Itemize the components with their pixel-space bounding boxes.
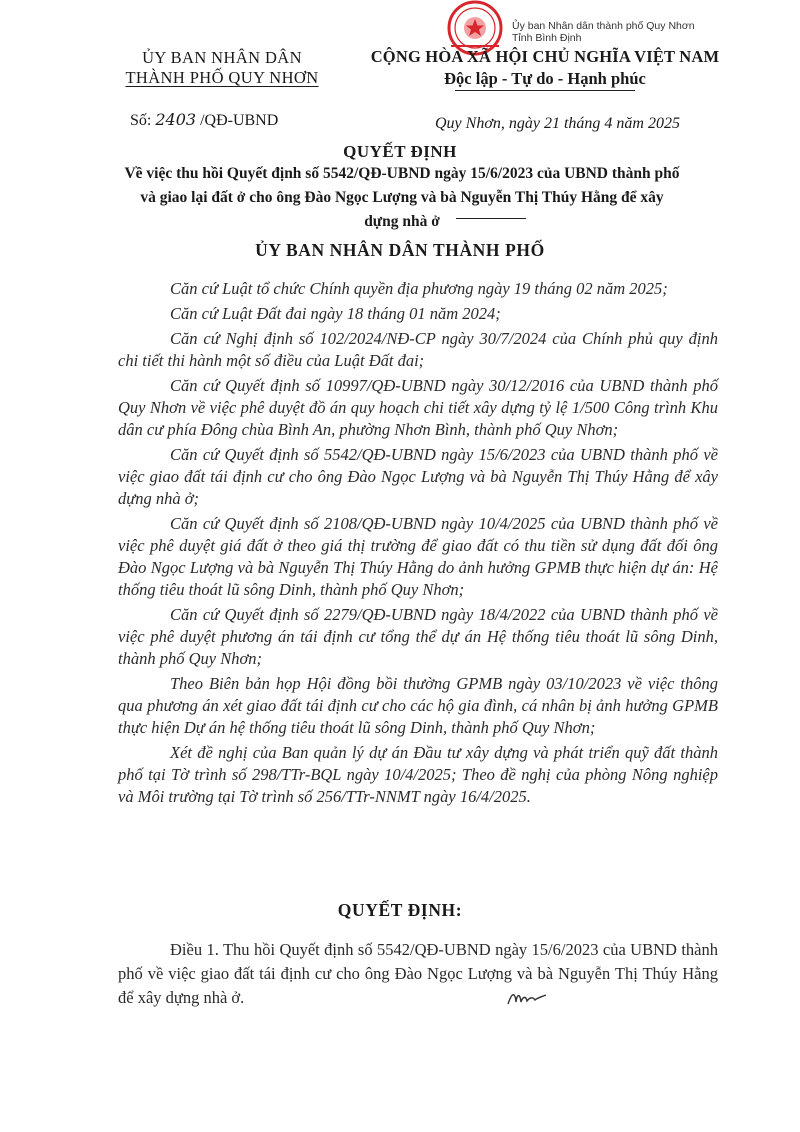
date-day: 21 — [543, 115, 560, 132]
issuer-line-1: ỦY BAN NHÂN DÂN — [142, 48, 302, 67]
issue-date — [365, 115, 725, 133]
authority-heading: ỦY BAN NHÂN DÂN THÀNH PHỐ — [255, 240, 545, 260]
legal-bases — [118, 278, 718, 811]
article-1-text: Điều 1. Thu hồi Quyết định số 5542/QĐ-UBND ngày 15/6/2023 của UBND thành phố về việc giao đất tái định cư cho ông Đào Ngọc Lượng và bà Nguyễn Thị Thúy Hằng để xây dựng nhà ở. — [118, 940, 718, 1007]
paragraph: Căn cứ Quyết định số 2279/QĐ-UBND ngày 18/4/2022 của UBND thành phố về việc phê duyệt phương án tái định cư tổng thể dự án Hệ thống tiêu thoát lũ sông Dinh, thành phố Quy Nhơn; — [118, 605, 718, 668]
national-header — [365, 46, 725, 133]
seal-annotation — [512, 20, 695, 44]
number-handwritten: 2403 — [155, 110, 197, 129]
article-1 — [118, 938, 718, 1010]
issuer-block — [92, 48, 352, 130]
number-suffix: /QĐ-UBND — [200, 112, 279, 129]
motto-underline — [455, 90, 635, 91]
date-month: 4 — [604, 115, 613, 132]
document-number — [92, 110, 352, 130]
seal-annotation-line-1: Ủy ban Nhân dân thành phố Quy Nhơn — [512, 20, 695, 32]
paragraph: Căn cứ Quyết định số 10997/QĐ-UBND ngày 30/12/2016 của UBND thành phố Quy Nhơn về việc phê duyệt đồ án quy hoạch chi tiết xây dựng tỷ lệ 1/500 Công trình Khu dân cư phía Đông chùa Bình An, phường Nhơn Bình, thành phố Quy Nhơn; — [118, 376, 718, 439]
national-title: CỘNG HÒA XÃ HỘI CHỦ NGHĨA VIỆT NAM — [370, 47, 720, 66]
seal-annotation-line-2: Tỉnh Bình Định — [512, 32, 582, 44]
handwritten-initials — [506, 988, 548, 1010]
paragraph: Xét đề nghị của Ban quản lý dự án Đầu tư xây dựng và phát triển quỹ đất thành phố tại Tờ trình số 298/TTr-BQL ngày 10/4/2025; Theo đề nghị của phòng Nông nghiệp và Môi trường tại Tờ trình số 256/TTr-NNMT ngày 16/4/2025. — [118, 743, 718, 806]
issuer-line-2: THÀNH PHỐ QUY NHƠN — [125, 68, 319, 87]
paragraph: Theo Biên bản họp Hội đồng bồi thường GPMB ngày 03/10/2023 về việc thông qua phương án xét giao đất tái định cư cho các hộ gia đình, cá nhân bị ảnh hưởng GPMB thực hiện Dự án hệ thống tiêu thoát lũ sông Dinh, thành phố Quy Nhơn; — [118, 674, 718, 737]
document-title: QUYẾT ĐỊNH — [343, 142, 457, 161]
date-place: Quy Nhơn, ngày — [435, 115, 540, 132]
subject-underline — [456, 218, 526, 219]
paragraph: Căn cứ Luật Đất đai ngày 18 tháng 01 năm 2024; — [170, 304, 501, 323]
decision-heading: QUYẾT ĐỊNH: — [337, 900, 463, 920]
paragraph: Căn cứ Quyết định số 5542/QĐ-UBND ngày 15/6/2023 của UBND thành phố về việc giao đất tái định cư cho ông Đào Ngọc Lượng và bà Nguyễn Thị Thúy Hằng để xây dựng nhà ở; — [118, 445, 718, 508]
date-month-label: tháng — [563, 115, 601, 132]
date-year: năm 2025 — [616, 115, 680, 132]
national-motto: Độc lập - Tự do - Hạnh phúc — [444, 69, 646, 88]
number-prefix: Số: — [130, 112, 152, 129]
paragraph: Căn cứ Luật tổ chức Chính quyền địa phương ngày 19 tháng 02 năm 2025; — [170, 279, 668, 298]
paragraph: Căn cứ Quyết định số 2108/QĐ-UBND ngày 10/4/2025 của UBND thành phố về việc phê duyệt giá đất ở theo giá thị trường để giao đất có thu tiền sử dụng đất đối ông Đào Ngọc Lượng và bà Nguyễn Thị Thúy Hằng do ảnh hưởng GPMB thực hiện dự án: Hệ thống tiêu thoát lũ sông Dinh, thành phố Quy Nhơn; — [118, 514, 718, 599]
document-subject: Về việc thu hồi Quyết định số 5542/QĐ-UBND ngày 15/6/2023 của UBND thành phố và giao lại đất ở cho ông Đào Ngọc Lượng và bà Nguyễn Thị Thúy Hằng để xây dựng nhà ở — [124, 165, 680, 230]
paragraph: Căn cứ Nghị định số 102/2024/NĐ-CP ngày 30/7/2024 của Chính phủ quy định chi tiết thi hành một số điều của Luật Đất đai; — [118, 329, 718, 370]
